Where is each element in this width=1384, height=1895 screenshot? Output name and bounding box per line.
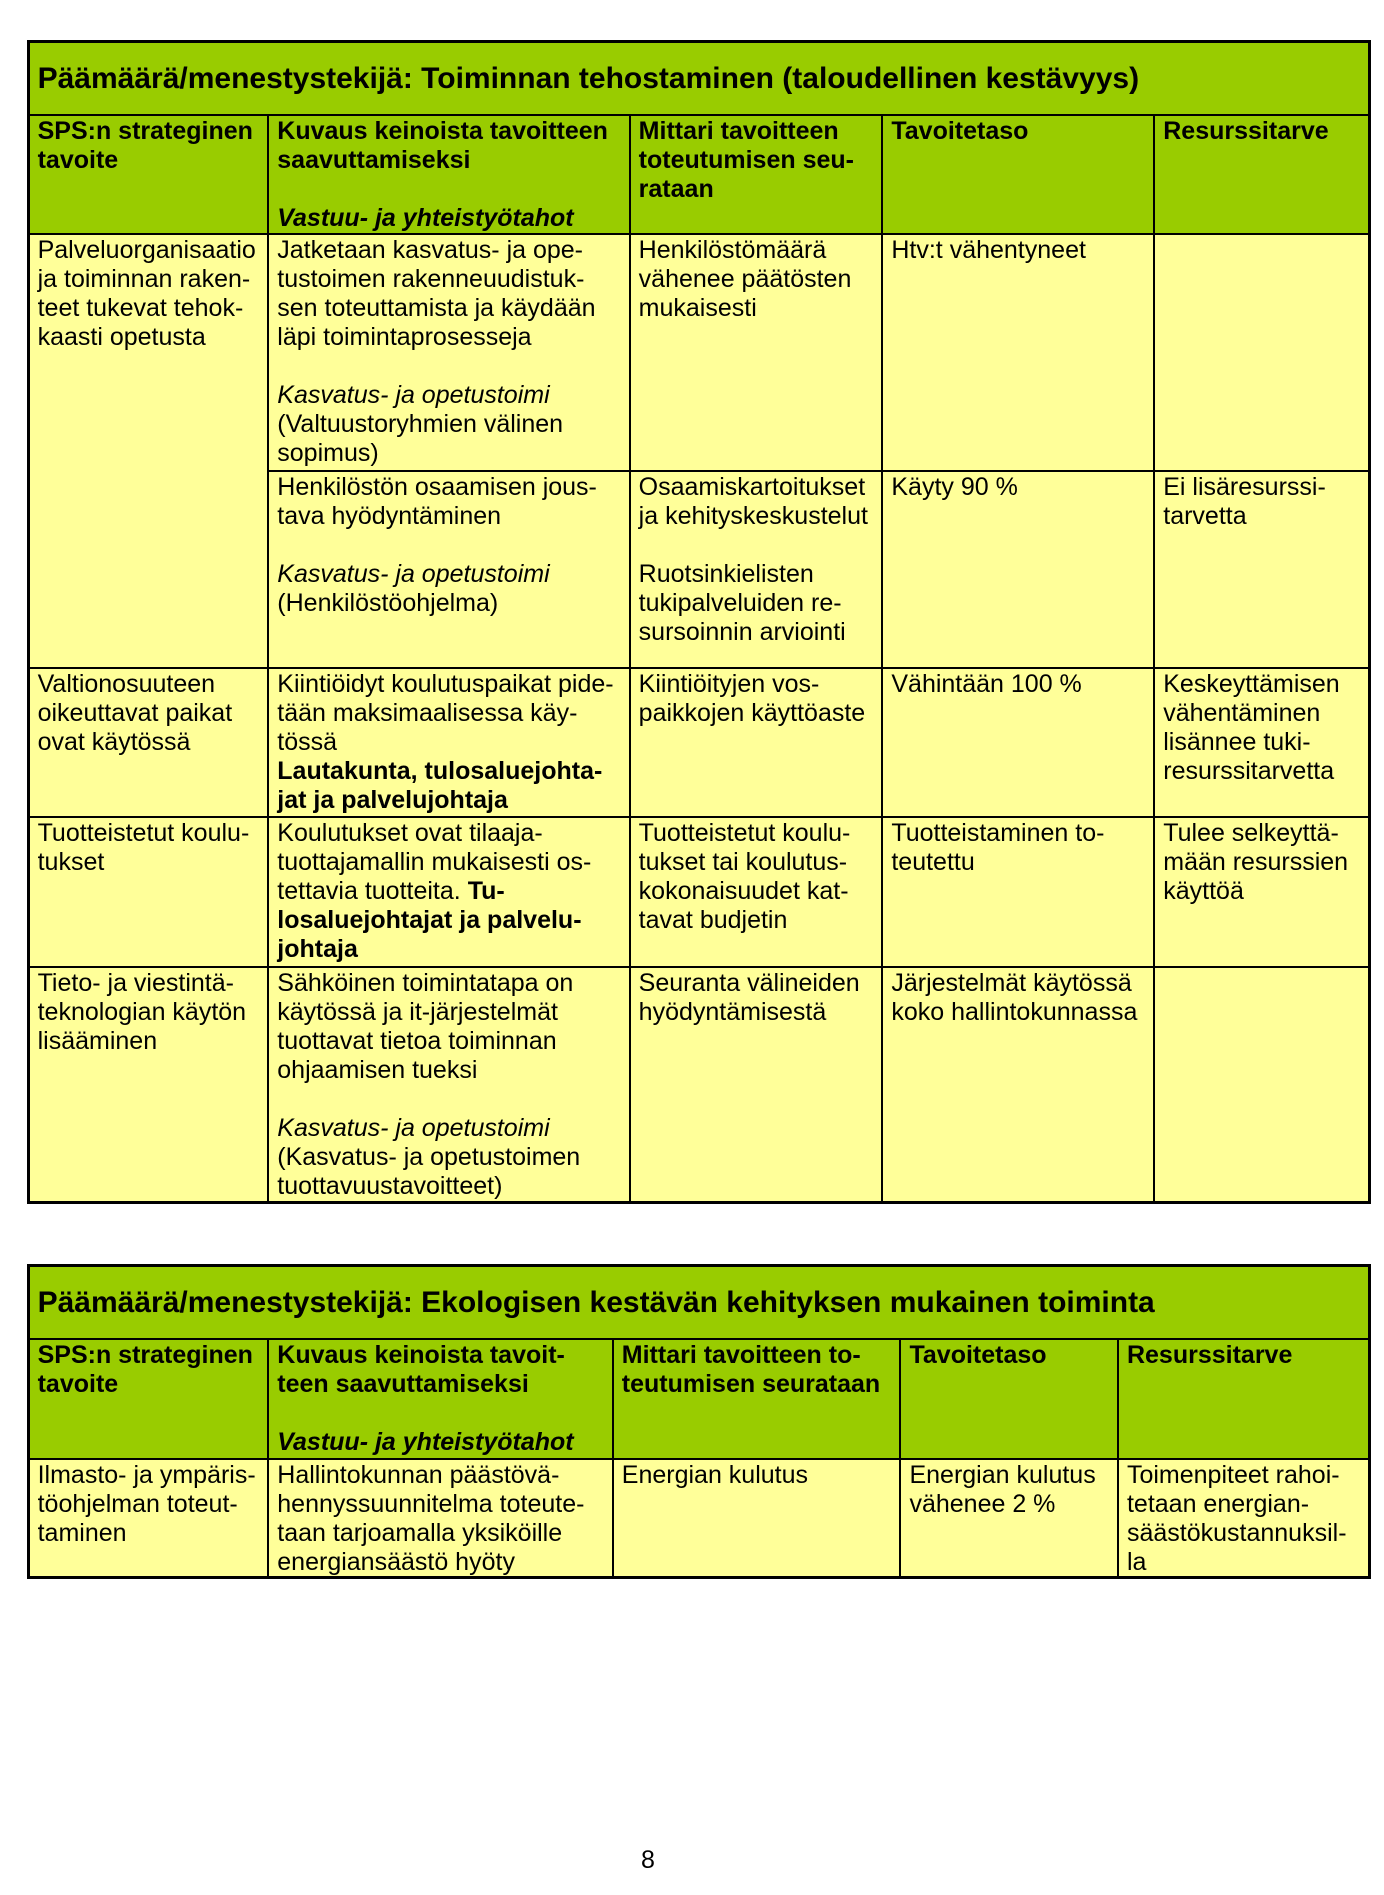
text-line: Osaamiskartoitukset xyxy=(638,473,866,502)
text-line: tukset xyxy=(37,848,105,877)
text-line: Mittari tavoitteen to- xyxy=(621,1341,861,1370)
header-target xyxy=(883,116,1153,234)
resources-cell xyxy=(1119,1460,1368,1576)
target-cell xyxy=(883,472,1153,667)
text-line: SPS:n strateginen xyxy=(37,116,253,145)
table-title: Päämäärä/menestystekijä: Ekologisen kestävän kehityksen mukainen toiminta xyxy=(30,1267,1368,1338)
text-line: tään maksimaalisessa käy- xyxy=(277,699,578,728)
header-metric xyxy=(614,1340,900,1458)
goal-cell xyxy=(30,235,268,667)
text-line: lisännee tuki- xyxy=(1163,728,1311,757)
text-line: Jatketaan kasvatus- ja ope- xyxy=(277,236,584,265)
header-resources xyxy=(1119,1340,1368,1458)
text-line: Tuotteistaminen to- xyxy=(891,819,1105,848)
text-line: hyödyntämisestä xyxy=(638,997,827,1026)
text-line: Energian kulutus xyxy=(621,1460,809,1489)
metric-cell xyxy=(614,1460,900,1576)
metric-cell xyxy=(631,968,882,1201)
table-title: Päämäärä/menestystekijä: Toiminnan tehostaminen (taloudellinen kestävyys) xyxy=(30,43,1368,114)
goal-cell xyxy=(30,818,268,966)
resources-cell xyxy=(1155,472,1367,667)
text-line: Ei lisäresurssi- xyxy=(1163,473,1326,502)
text-line: Toimenpiteet rahoi- xyxy=(1126,1460,1340,1489)
responsible-line: johtaja xyxy=(277,935,358,964)
target-cell xyxy=(901,1460,1117,1576)
responsible-line: (Henkilöstöohjelma) xyxy=(277,589,499,618)
means-cell xyxy=(269,818,628,966)
responsible-line: losaluejohtajat ja palvelu- xyxy=(277,906,582,935)
text-line: teen saavuttamiseksi xyxy=(277,1370,529,1399)
text-line: rataan xyxy=(638,174,714,203)
text-line: Htv:t vähentyneet xyxy=(891,236,1086,265)
blank-line xyxy=(277,175,624,204)
text-line: tavoite xyxy=(37,145,119,174)
text-line xyxy=(277,877,624,906)
goal-cell xyxy=(30,1460,268,1576)
header-goal xyxy=(30,1340,268,1458)
text-line: Resurssitarve xyxy=(1163,116,1329,145)
text-line: tavat budjetin xyxy=(638,906,788,935)
text-line: Energian kulutus xyxy=(909,1460,1096,1489)
header-resources xyxy=(1155,116,1367,234)
text-line: Käyty 90 % xyxy=(891,473,1018,502)
text-line: käytössä ja it-järjestelmät xyxy=(277,997,558,1026)
text-line: käyttöä xyxy=(1163,877,1244,906)
goal-cell xyxy=(30,669,268,816)
text-line: tustoimen rakenneuudistuk- xyxy=(277,265,585,294)
resources-cell xyxy=(1155,968,1367,1201)
responsible-label: Vastuu- ja yhteistyötahot xyxy=(277,203,574,232)
text-line: tukset tai koulutus- xyxy=(638,848,848,877)
text-line: Hallintokunnan päästövä- xyxy=(277,1460,560,1489)
text-line: tetaan energian- xyxy=(1126,1489,1310,1518)
text-line: Ilmasto- ja ympäris- xyxy=(37,1460,256,1489)
means-cell xyxy=(269,235,628,470)
text-line: Tulee selkeyttä- xyxy=(1163,819,1339,848)
blank-line xyxy=(277,531,624,560)
responsible-line: Kasvatus- ja opetustoimi xyxy=(277,560,550,589)
responsible-line: Lautakunta, tulosaluejohta- xyxy=(277,757,603,786)
metric-cell xyxy=(631,669,882,816)
table-efficiency xyxy=(27,40,1371,1204)
text-line: vähenee 2 % xyxy=(909,1489,1056,1518)
means-cell xyxy=(269,472,628,667)
text-line: Tavoitetaso xyxy=(909,1341,1047,1370)
text-line: sursoinnin arviointi xyxy=(638,618,846,647)
text-line: la xyxy=(1126,1547,1147,1576)
text-line: Palveluorganisaatio xyxy=(37,236,256,265)
text-line: Kuvaus keinoista tavoitteen xyxy=(277,116,608,145)
text-line: tukipalveluiden re- xyxy=(638,589,842,618)
text-line: Tieto- ja viestintä- xyxy=(37,968,234,997)
goal-cell xyxy=(30,968,268,1201)
blank-line xyxy=(277,1399,608,1428)
text-line: Henkilöstön osaamisen jous- xyxy=(277,473,597,502)
text-line: Vähintään 100 % xyxy=(891,670,1082,699)
resources-cell xyxy=(1155,669,1367,816)
text-segment: tettavia tuotteita. xyxy=(277,877,461,906)
text-line: toteutumisen seu- xyxy=(638,145,854,174)
resources-cell xyxy=(1155,818,1367,966)
text-line: ovat käytössä xyxy=(37,728,191,757)
text-line: lisääminen xyxy=(37,1026,158,1055)
text-line: kaasti opetusta xyxy=(37,323,206,352)
text-line: Koulutukset ovat tilaaja- xyxy=(277,819,543,848)
text-line: paikkojen käyttöaste xyxy=(638,699,866,728)
text-line: Tuotteistetut koulu- xyxy=(638,819,851,848)
metric-cell xyxy=(631,472,882,667)
text-line: Resurssitarve xyxy=(1126,1341,1293,1370)
resources-cell xyxy=(1155,235,1367,470)
text-line: koko hallintokunnassa xyxy=(891,997,1138,1026)
text-line: Tavoitetaso xyxy=(891,116,1029,145)
responsible-line: Kasvatus- ja opetustoimi xyxy=(277,381,550,410)
text-line: Kiintiöityjen vos- xyxy=(638,670,820,699)
responsible-segment: Tu- xyxy=(467,877,505,906)
text-line: mään resurssien xyxy=(1163,848,1349,877)
text-line: saavuttamiseksi xyxy=(277,145,471,174)
text-line: ja kehityskeskustelut xyxy=(638,502,868,531)
text-line: teutettu xyxy=(891,848,975,877)
text-line: hennyssuunnitelma toteute- xyxy=(277,1489,585,1518)
responsible-line: (Kasvatus- ja opetustoimen xyxy=(277,1142,581,1171)
text-line: resurssitarvetta xyxy=(1163,757,1335,786)
text-line: teet tukevat tehok- xyxy=(37,294,244,323)
text-line: Tuotteistetut koulu- xyxy=(37,819,250,848)
text-line: SPS:n strateginen xyxy=(37,1341,253,1370)
blank-line xyxy=(277,352,624,381)
text-line: säästökustannuksil- xyxy=(1126,1518,1347,1547)
text-line: ohjaamisen tueksi xyxy=(277,1055,478,1084)
text-line: Järjestelmät käytössä xyxy=(891,968,1132,997)
header-means xyxy=(269,116,628,234)
responsible-line: sopimus) xyxy=(277,439,379,468)
text-line: Kiintiöidyt koulutuspaikat pide- xyxy=(277,670,614,699)
responsible-line: tuottavuustavoitteet) xyxy=(277,1171,503,1200)
metric-cell xyxy=(631,235,882,470)
means-cell xyxy=(269,1460,612,1576)
metric-cell xyxy=(631,818,882,966)
responsible-label: Vastuu- ja yhteistyötahot xyxy=(277,1428,574,1457)
responsible-line: jat ja palvelujohtaja xyxy=(277,786,508,815)
text-line: Mittari tavoitteen xyxy=(638,116,839,145)
header-metric xyxy=(631,116,882,234)
text-line: tuottajamallin mukaisesti os- xyxy=(277,848,592,877)
text-line: teknologian käytön xyxy=(37,997,247,1026)
text-line: läpi toimintaprosesseja xyxy=(277,323,532,352)
text-line: mukaisesti xyxy=(638,294,757,323)
header-means xyxy=(269,1340,612,1458)
target-cell xyxy=(883,968,1153,1201)
text-line: Henkilöstömäärä xyxy=(638,236,827,265)
text-line: Seuranta välineiden xyxy=(638,968,860,997)
means-cell xyxy=(269,968,628,1201)
text-line: sen toteuttamista ja käydään xyxy=(277,294,596,323)
means-cell xyxy=(269,669,628,816)
target-cell xyxy=(883,818,1153,966)
text-line: tavoite xyxy=(37,1370,119,1399)
text-line: taminen xyxy=(37,1518,127,1547)
text-line: tössä xyxy=(277,728,338,757)
blank-line xyxy=(639,531,878,560)
text-line: vähentäminen xyxy=(1163,699,1321,728)
text-line: Sähköinen toimintatapa on xyxy=(277,968,574,997)
text-line: Ruotsinkielisten xyxy=(638,560,814,589)
header-target xyxy=(901,1340,1117,1458)
text-line: teutumisen seurataan xyxy=(621,1370,881,1399)
blank-line xyxy=(277,1085,624,1114)
text-line: tarvetta xyxy=(1163,502,1247,531)
target-cell xyxy=(883,235,1153,470)
header-goal xyxy=(30,116,268,234)
responsible-line: Kasvatus- ja opetustoimi xyxy=(277,1113,550,1142)
text-line: energiansäästö hyöty xyxy=(277,1547,515,1576)
text-line: ja toiminnan raken- xyxy=(37,265,251,294)
text-line: töohjelman toteut- xyxy=(37,1489,238,1518)
text-line: Keskeyttämisen xyxy=(1163,670,1340,699)
text-line: kokonaisuudet kat- xyxy=(638,877,849,906)
text-line: Kuvaus keinoista tavoit- xyxy=(277,1341,565,1370)
text-line: oikeuttavat paikat xyxy=(37,699,233,728)
target-cell xyxy=(883,669,1153,816)
text-line: taan tarjoamalla yksiköille xyxy=(277,1518,563,1547)
responsible-line: (Valtuustoryhmien välinen xyxy=(277,410,564,439)
table-ecology xyxy=(27,1264,1371,1578)
text-line: vähenee päätösten xyxy=(638,265,852,294)
text-line: tuottavat tietoa toiminnan xyxy=(277,1026,557,1055)
page-number: 8 xyxy=(641,1846,655,1874)
text-line: tava hyödyntäminen xyxy=(277,502,502,531)
text-line: Valtionosuuteen xyxy=(37,670,216,699)
